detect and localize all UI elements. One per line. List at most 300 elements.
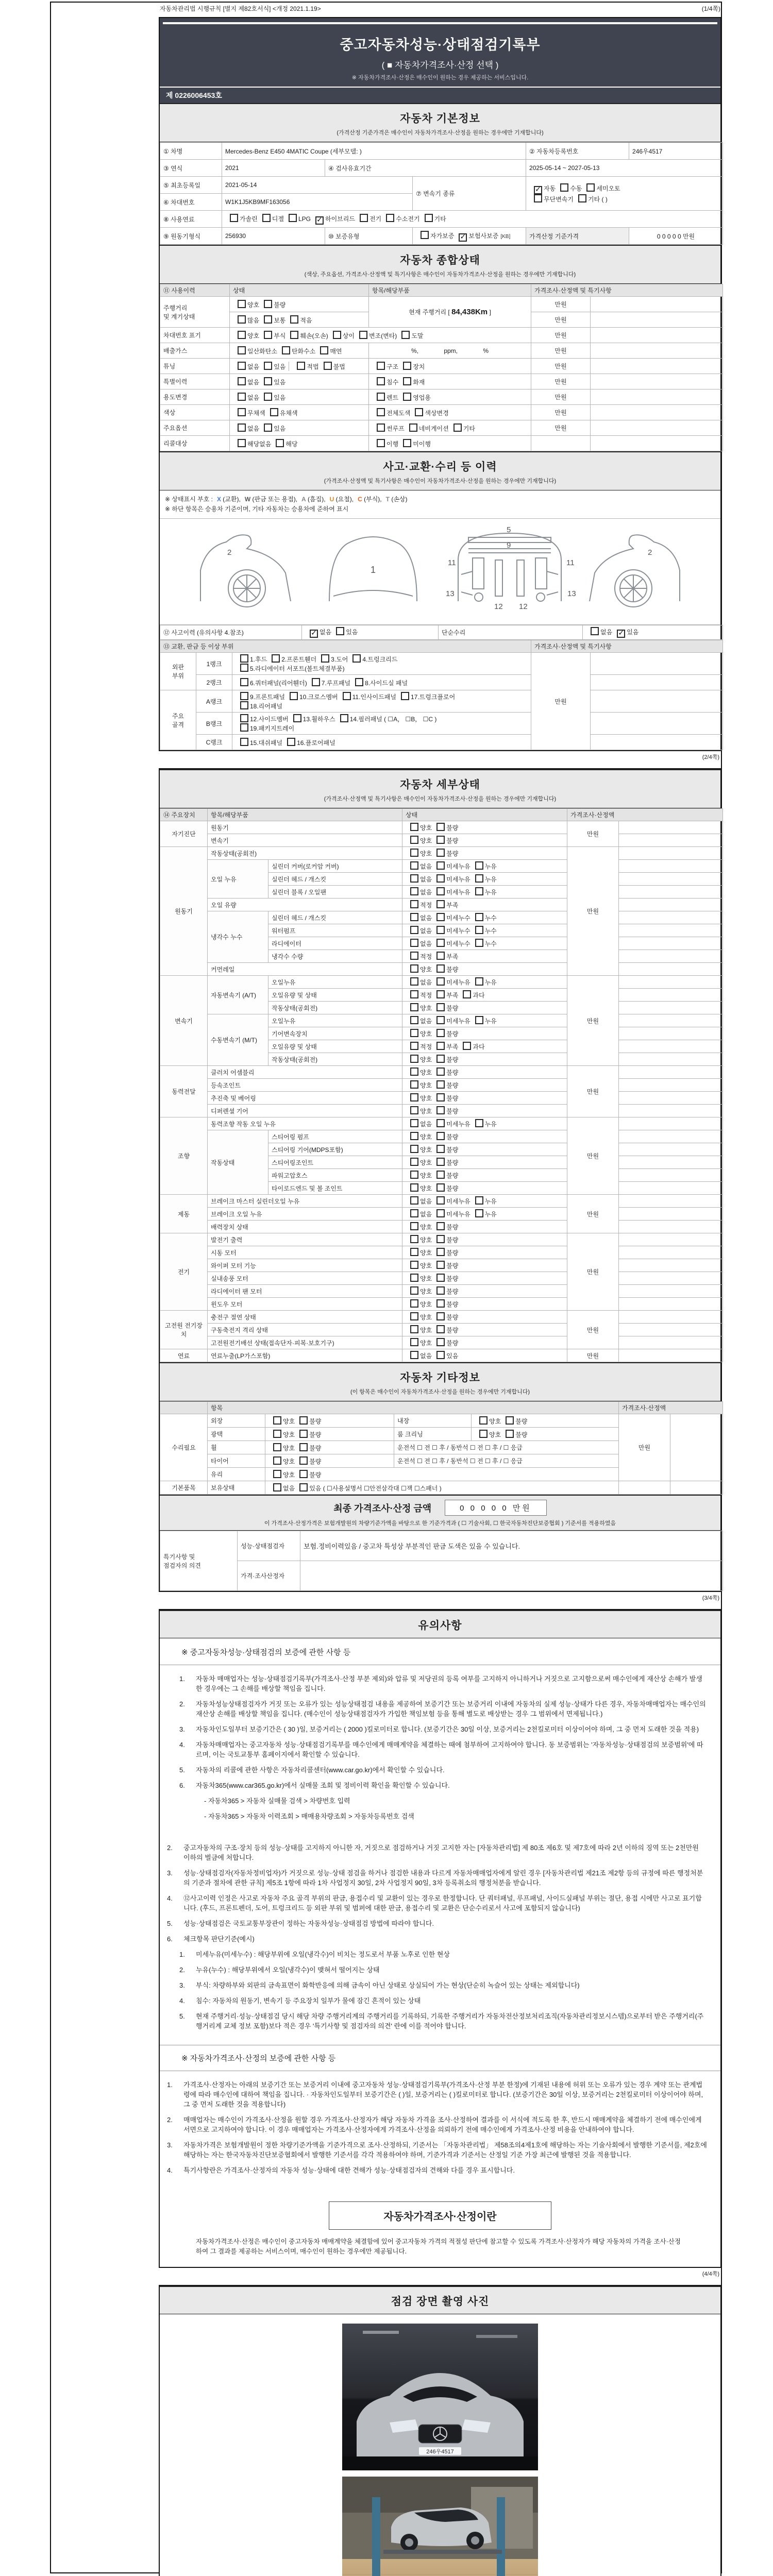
checkbox[interactable] <box>264 331 272 339</box>
checkbox[interactable] <box>238 408 246 416</box>
checkbox[interactable] <box>299 1443 308 1451</box>
checkbox[interactable] <box>410 874 418 883</box>
table-row <box>160 1414 723 1428</box>
checkbox[interactable] <box>273 1430 281 1438</box>
checkbox-label: 양호 <box>283 1471 295 1479</box>
price-cell: 만원 <box>531 389 591 405</box>
checkbox-label: 있음 <box>274 363 286 370</box>
checkbox[interactable] <box>410 1299 418 1308</box>
page-number: (2/4쪽) <box>702 754 719 760</box>
tuning-options <box>230 359 369 374</box>
checkbox[interactable] <box>436 1286 445 1295</box>
checkbox[interactable] <box>436 1003 445 1011</box>
checkbox[interactable] <box>264 393 272 401</box>
table-row <box>160 405 723 420</box>
repaint-options <box>369 405 531 420</box>
checkbox[interactable] <box>238 439 246 447</box>
checkbox[interactable] <box>578 194 586 202</box>
checkbox[interactable] <box>410 861 418 870</box>
checkbox-label: 과다 <box>473 992 485 999</box>
checkbox-label: 양호 <box>420 1301 432 1308</box>
checkbox[interactable] <box>506 1430 514 1438</box>
checkbox[interactable] <box>436 926 445 934</box>
checkbox[interactable] <box>410 887 418 895</box>
checkbox[interactable] <box>436 1274 445 1282</box>
checkbox[interactable] <box>534 194 542 202</box>
checkbox-label: 도말 <box>411 332 424 340</box>
checkbox-label: 2.프론트휀더 <box>281 656 317 663</box>
state-options <box>402 1169 567 1182</box>
checkbox[interactable] <box>436 1055 445 1063</box>
checkbox[interactable] <box>436 1093 445 1101</box>
appraiser-opinion-text <box>300 1561 723 1591</box>
checkbox[interactable] <box>359 331 367 339</box>
checkbox[interactable] <box>410 1029 418 1037</box>
checkbox[interactable] <box>273 1456 281 1465</box>
section-notice <box>160 1610 720 1638</box>
checkbox[interactable] <box>403 377 411 385</box>
checkbox[interactable] <box>410 977 418 986</box>
transmission-options <box>526 177 723 211</box>
checkbox[interactable] <box>436 1325 445 1333</box>
checkbox-label: 불량 <box>446 1005 459 1012</box>
checkbox-label: 구조 <box>386 363 399 370</box>
state-options <box>402 899 567 911</box>
notice-box <box>159 1609 721 2268</box>
checkbox[interactable] <box>289 214 297 222</box>
price-cell: 만원 <box>531 359 591 374</box>
table-row <box>160 359 723 374</box>
checkbox[interactable] <box>273 1483 281 1492</box>
section-title: 자동차 기타정보 <box>400 1372 480 1384</box>
checkbox[interactable] <box>386 214 394 222</box>
checkbox[interactable] <box>479 1430 488 1438</box>
checkbox[interactable] <box>436 887 445 895</box>
checkbox[interactable] <box>240 692 248 700</box>
checkbox[interactable] <box>240 701 248 709</box>
checkbox[interactable] <box>377 393 385 401</box>
checkbox[interactable] <box>436 1106 445 1114</box>
checkbox[interactable] <box>377 423 385 432</box>
checkbox[interactable] <box>436 900 445 908</box>
checkbox[interactable] <box>240 664 248 672</box>
checkbox[interactable] <box>436 836 445 844</box>
checkbox[interactable] <box>240 714 248 722</box>
checkbox[interactable] <box>410 900 418 908</box>
checkbox[interactable] <box>264 300 272 308</box>
checkbox[interactable] <box>410 1158 418 1166</box>
remark-cell <box>591 328 723 343</box>
checkbox[interactable] <box>273 1443 281 1451</box>
checkbox[interactable] <box>410 1080 418 1089</box>
checkbox[interactable] <box>238 331 246 339</box>
checkbox-label: 양호 <box>420 850 432 857</box>
checkbox[interactable] <box>410 1106 418 1114</box>
checkbox[interactable] <box>410 1171 418 1179</box>
checkbox[interactable] <box>238 315 246 324</box>
checkbox[interactable] <box>415 408 423 416</box>
damage-code: T <box>385 496 390 503</box>
checkbox-label: 없음 <box>420 1198 432 1205</box>
checkbox[interactable] <box>238 423 246 432</box>
price-cell: 만원 <box>531 343 591 359</box>
checkbox[interactable] <box>299 1416 308 1425</box>
checkbox[interactable] <box>410 1016 418 1024</box>
checkbox[interactable] <box>238 346 246 354</box>
row-label: 광택 <box>208 1428 265 1441</box>
remark-cell <box>591 312 723 328</box>
checkbox[interactable] <box>436 1209 445 1217</box>
state-options <box>402 1324 567 1336</box>
checkbox-label: 없음 <box>247 394 260 401</box>
svg-text:12: 12 <box>519 602 528 611</box>
column-header: ⑬ 교환, 판금 등 이상 부위 <box>160 640 531 653</box>
checkbox[interactable] <box>425 214 433 222</box>
checkbox[interactable] <box>238 362 246 370</box>
state-options <box>402 1233 567 1246</box>
checkbox[interactable] <box>410 1222 418 1230</box>
checkbox[interactable] <box>324 362 332 370</box>
item-label: 등속조인트 <box>208 1079 402 1092</box>
checkbox-label: 불량 <box>446 1056 459 1063</box>
checkbox[interactable] <box>238 300 246 308</box>
checkbox[interactable] <box>463 990 471 998</box>
checkbox[interactable] <box>297 362 305 370</box>
checkbox[interactable] <box>410 1067 418 1076</box>
column-header: 가격조사·산정액 및 특기사항 <box>531 284 723 297</box>
checkbox[interactable] <box>453 423 462 432</box>
checkbox-label: 부식 <box>274 332 286 340</box>
checkbox[interactable] <box>410 1145 418 1153</box>
detail-row <box>160 963 723 976</box>
checkbox-label: 부족 <box>446 902 459 909</box>
checkbox[interactable] <box>410 1351 418 1359</box>
checkbox[interactable] <box>475 887 483 895</box>
damage-code-label: (손상) <box>389 496 408 503</box>
checkbox-label: 불량 <box>446 824 459 832</box>
checkbox[interactable] <box>436 874 445 883</box>
checkbox[interactable] <box>436 1196 445 1205</box>
detail-row <box>160 860 723 873</box>
checkbox-label: 양호 <box>283 1458 295 1465</box>
checkbox[interactable] <box>410 1312 418 1320</box>
checkbox[interactable] <box>410 1119 418 1127</box>
checkbox[interactable] <box>410 926 418 934</box>
checkbox[interactable] <box>436 1132 445 1140</box>
checkbox[interactable] <box>403 362 411 370</box>
checkbox[interactable] <box>240 723 248 732</box>
checkbox[interactable] <box>475 1119 483 1127</box>
checkbox[interactable] <box>410 1183 418 1192</box>
checkbox[interactable] <box>410 1042 418 1050</box>
checkbox[interactable] <box>436 849 445 857</box>
checkbox[interactable] <box>410 952 418 960</box>
item-label: 발전기 출력 <box>208 1233 402 1246</box>
glass-options <box>265 1468 619 1481</box>
checkbox[interactable] <box>410 1235 418 1243</box>
checkbox[interactable] <box>410 1325 418 1333</box>
checkbox[interactable] <box>264 423 272 432</box>
checkbox[interactable] <box>272 654 280 663</box>
checkbox-label: 전체도색 <box>386 409 411 417</box>
checkbox[interactable] <box>410 1261 418 1269</box>
checkbox[interactable] <box>436 1338 445 1346</box>
checkbox[interactable] <box>240 678 248 686</box>
checkbox[interactable] <box>320 346 328 354</box>
checkbox[interactable] <box>475 874 483 883</box>
checkbox[interactable] <box>293 714 301 722</box>
item-label: 작동상태(공회전) <box>208 847 402 860</box>
checkbox[interactable]: ✓ <box>310 630 318 638</box>
state-options <box>402 950 567 963</box>
price-cell: 만원 <box>567 1195 619 1233</box>
checkbox[interactable] <box>436 913 445 921</box>
checkbox[interactable] <box>230 214 238 222</box>
checkbox-label: 양호 <box>420 1108 432 1115</box>
checkbox[interactable] <box>436 1183 445 1192</box>
checkbox[interactable] <box>436 1042 445 1050</box>
checkbox[interactable] <box>238 377 246 385</box>
checkbox[interactable] <box>403 439 411 447</box>
checkbox[interactable] <box>340 714 348 722</box>
checkbox[interactable] <box>333 331 341 339</box>
checkbox[interactable] <box>479 1416 488 1425</box>
checkbox[interactable] <box>240 738 248 746</box>
checkbox[interactable] <box>436 964 445 973</box>
checkbox-label: LPG <box>298 215 311 223</box>
detail-row <box>160 1014 723 1027</box>
checkbox[interactable] <box>410 1055 418 1063</box>
checkbox[interactable] <box>273 1470 281 1478</box>
checkbox-label: 없음 <box>283 1484 295 1492</box>
checkbox-label: 적음 <box>300 316 312 324</box>
checkbox[interactable] <box>410 939 418 947</box>
report-note: ※ 자동차가격조사·산정은 매수인이 원하는 경우 제공하는 서비스입니다. <box>351 75 529 81</box>
checkbox-label: 해당없음 <box>247 440 272 448</box>
checkbox[interactable] <box>410 1274 418 1282</box>
checkbox[interactable] <box>403 393 411 401</box>
checkbox[interactable]: ✓ <box>459 233 467 242</box>
row-label: 유리 <box>208 1468 265 1481</box>
checkbox[interactable] <box>238 393 246 401</box>
checkbox[interactable] <box>321 654 329 663</box>
checkbox[interactable] <box>377 408 385 416</box>
checkbox[interactable] <box>290 315 298 324</box>
checkbox[interactable] <box>586 183 595 192</box>
checkbox[interactable] <box>591 627 599 635</box>
report-page <box>159 3 721 2576</box>
price-cell: 만원 <box>531 653 591 750</box>
checkbox[interactable] <box>436 977 445 986</box>
checkbox[interactable] <box>299 1456 308 1465</box>
item-label: 라디에이터 팬 모터 <box>208 1285 402 1298</box>
checkbox[interactable] <box>436 1016 445 1024</box>
checkbox[interactable] <box>336 627 344 635</box>
checkbox[interactable] <box>410 1093 418 1101</box>
checkbox-label: 7.루프패널 <box>321 679 351 687</box>
item-label: 충전구 절연 상태 <box>208 1311 402 1324</box>
notice-section-header: ※ 중고자동차성능·상태점검의 보증에 관한 사항 등 <box>160 1639 720 1665</box>
checkbox[interactable] <box>377 439 385 447</box>
device-label: 동력전달 <box>160 1066 208 1117</box>
checkbox[interactable] <box>290 331 298 339</box>
checkbox[interactable] <box>475 1209 483 1217</box>
sub-group-label: 냉각수 누수 <box>208 911 268 963</box>
checkbox[interactable] <box>436 861 445 870</box>
checkbox[interactable] <box>436 1158 445 1166</box>
checkbox-label: 누유 <box>484 1121 497 1128</box>
checkbox[interactable] <box>475 926 483 934</box>
license-plate: 246우4517 <box>426 2449 454 2455</box>
checkbox[interactable] <box>410 1132 418 1140</box>
checkbox[interactable] <box>240 654 248 663</box>
checkbox[interactable] <box>436 939 445 947</box>
checkbox[interactable] <box>475 913 483 921</box>
checkbox-label: 보통 <box>274 316 286 324</box>
row-label: 배출가스 <box>160 343 230 359</box>
state-options <box>402 1195 567 1208</box>
checkbox[interactable] <box>343 692 351 700</box>
item-label: 동력조향 작동 오일 누유 <box>208 1117 402 1130</box>
checkbox[interactable]: ✓ <box>534 186 542 194</box>
checkbox[interactable] <box>436 1248 445 1256</box>
checkbox[interactable] <box>475 861 483 870</box>
checkbox[interactable] <box>436 1080 445 1089</box>
notice-item: 6. 체크항목 판단기준(예시) <box>167 1935 255 1943</box>
checkbox[interactable] <box>410 990 418 998</box>
checkbox[interactable] <box>475 1196 483 1205</box>
checkbox[interactable] <box>410 849 418 857</box>
detail-row <box>160 1259 723 1272</box>
checkbox[interactable] <box>410 913 418 921</box>
table-row <box>160 653 723 675</box>
checkbox[interactable] <box>312 678 320 686</box>
checkbox[interactable] <box>436 823 445 831</box>
checkbox-label: 없음 <box>420 927 432 935</box>
checkbox[interactable] <box>264 315 272 324</box>
state-options <box>402 1221 567 1233</box>
detail-row <box>160 976 723 989</box>
checkbox[interactable]: ✓ <box>315 216 324 225</box>
row-label: 차대번호 표기 <box>160 328 230 343</box>
price-cell <box>619 1481 670 1495</box>
checkbox[interactable] <box>436 1119 445 1127</box>
checkbox[interactable] <box>299 1483 308 1492</box>
checkbox[interactable] <box>436 1312 445 1320</box>
state-options <box>402 1336 567 1349</box>
checkbox-label: 불량 <box>446 837 459 844</box>
checkbox[interactable]: ✓ <box>617 630 625 638</box>
main-frame-label: 주요 골격 <box>160 690 196 750</box>
checkbox[interactable] <box>436 1029 445 1037</box>
checkbox[interactable] <box>436 990 445 998</box>
checkbox[interactable] <box>262 214 271 222</box>
checkbox[interactable] <box>436 1171 445 1179</box>
checkbox[interactable] <box>475 1016 483 1024</box>
device-label: 조향 <box>160 1117 208 1195</box>
checkbox-label: 전기 <box>369 215 382 223</box>
checkbox-label: 영업용 <box>413 394 431 401</box>
notice-item: 2. 매매업자는 매수인이 가격조사·산정을 원할 경우 가격조사·산정자가 해당 자동차 가격을 조사·산정하여 결과를 이 서식에 적도록 한 후, 반드시 매매계약을 체결하기 전에 매수인에게 서면으로 고지하여야 합니다. 이 경우 매매업자는 가격조사·산정자에게 가격조사·산정을 의뢰하기 전에 매수인에게 가격조사·산정 비용을 안내하여야 합니다. <box>167 2116 702 2133</box>
checkbox[interactable] <box>475 939 483 947</box>
remark-cell <box>619 1285 723 1298</box>
detail-row <box>160 847 723 860</box>
rank-label: A랭크 <box>196 690 232 713</box>
checkbox[interactable] <box>299 1430 308 1438</box>
section-etc-info <box>160 1362 720 1401</box>
checkbox[interactable] <box>410 1338 418 1346</box>
checkbox[interactable] <box>299 1470 308 1478</box>
checkbox[interactable] <box>352 654 361 663</box>
checkbox[interactable] <box>436 1067 445 1076</box>
checkbox[interactable] <box>273 1416 281 1425</box>
section-title: 유의사항 <box>418 1620 462 1632</box>
checkbox[interactable] <box>410 823 418 831</box>
checkbox[interactable] <box>506 1416 514 1425</box>
checkbox[interactable] <box>290 692 298 700</box>
checkbox-label: 양호 <box>420 966 432 973</box>
checkbox[interactable] <box>436 1145 445 1153</box>
checkbox[interactable] <box>401 692 409 700</box>
table-row <box>160 328 723 343</box>
checkbox[interactable] <box>377 362 385 370</box>
remark-cell <box>619 1298 723 1311</box>
checkbox[interactable] <box>436 1351 445 1359</box>
checkbox[interactable] <box>410 964 418 973</box>
checkbox[interactable] <box>463 1042 471 1050</box>
checkbox[interactable] <box>410 1286 418 1295</box>
checkbox[interactable] <box>282 346 290 354</box>
device-label: 전기 <box>160 1233 208 1311</box>
checkbox[interactable] <box>436 1299 445 1308</box>
checkbox[interactable] <box>410 1209 418 1217</box>
checkbox[interactable] <box>276 439 284 447</box>
checkbox[interactable] <box>360 214 368 222</box>
remark-cell <box>619 1105 723 1117</box>
final-price-strip <box>160 1495 720 1531</box>
current-mileage: 현재 주행거리 [ 84,438Km ] <box>369 297 531 328</box>
checkbox[interactable] <box>410 836 418 844</box>
checkbox[interactable] <box>401 331 410 339</box>
remark-cell <box>619 821 723 834</box>
state-options <box>402 1311 567 1324</box>
checkbox[interactable] <box>270 408 278 416</box>
checkbox[interactable] <box>377 377 385 385</box>
checkbox[interactable] <box>409 423 417 432</box>
checkbox[interactable] <box>355 678 363 686</box>
checkbox[interactable] <box>287 738 295 746</box>
checkbox[interactable] <box>475 977 483 986</box>
checkbox[interactable] <box>421 231 429 239</box>
price-cell: 만원 <box>531 312 591 328</box>
checkbox[interactable] <box>264 377 272 385</box>
checkbox[interactable] <box>436 1222 445 1230</box>
checkbox-label: 양호 <box>420 1288 432 1295</box>
checkbox[interactable] <box>410 1003 418 1011</box>
checkbox[interactable] <box>560 183 568 192</box>
table-row <box>160 211 723 228</box>
checkbox[interactable] <box>410 1196 418 1205</box>
checkbox[interactable] <box>436 1261 445 1269</box>
checkbox-label: 양호 <box>420 1249 432 1257</box>
checkbox-label: 누수 <box>484 940 497 947</box>
checkbox-label: 이행 <box>386 440 399 448</box>
checkbox[interactable] <box>264 362 272 370</box>
checkbox[interactable] <box>410 1248 418 1256</box>
checkbox[interactable] <box>436 952 445 960</box>
checkbox[interactable] <box>436 1235 445 1243</box>
sub-group-label: 작동상태 <box>208 1130 268 1195</box>
